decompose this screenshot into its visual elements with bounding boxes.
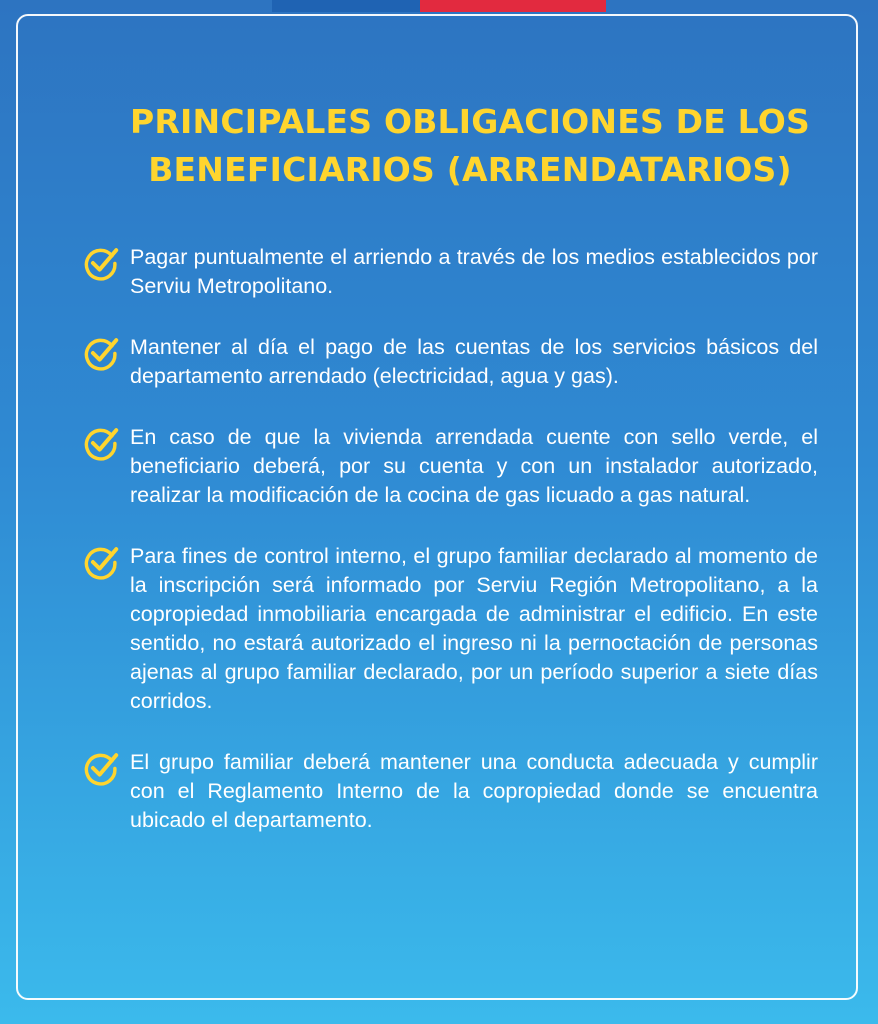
check-circle-icon xyxy=(82,543,120,581)
top-stripe-red xyxy=(420,0,606,12)
list-item-text: El grupo familiar deberá mantener una conducta adecuada y cumplir con el Reglamento Interno de la copropiedad donde se encuentra ubicado el departamento. xyxy=(130,750,818,832)
list-item-text: Pagar puntualmente el arriendo a través de los medios establecidos por Serviu Metropolitano. xyxy=(130,245,818,298)
check-circle-icon xyxy=(82,334,120,372)
list-item xyxy=(82,748,818,835)
list-item xyxy=(82,423,818,510)
list-item-text: Para fines de control interno, el grupo familiar declarado al momento de la inscripción será informado por Serviu Región Metropolitano, a la copropiedad inmobiliaria encargada de administrar el edificio. En este sentido, no estará autorizado el ingreso ni la pernoctación de personas ajenas al grupo familiar declarado, por un período superior a siete días corridos. xyxy=(130,544,818,713)
top-stripe-blue xyxy=(272,0,420,12)
page-title-line-1: PRINCIPALES OBLIGACIONES DE LOS xyxy=(130,102,810,141)
obligations-list xyxy=(82,243,818,867)
list-item-text: Mantener al día el pago de las cuentas de los servicios básicos del departamento arrendado (electricidad, agua y gas). xyxy=(130,335,818,388)
check-circle-icon xyxy=(82,424,120,462)
top-stripes xyxy=(0,0,878,12)
check-circle-icon xyxy=(82,749,120,787)
page-title xyxy=(100,98,840,194)
list-item xyxy=(82,333,818,391)
page-title-line-2: BENEFICIARIOS (ARRENDATARIOS) xyxy=(148,150,792,189)
check-circle-icon xyxy=(82,244,120,282)
list-item xyxy=(82,542,818,716)
list-item xyxy=(82,243,818,301)
list-item-text: En caso de que la vivienda arrendada cuente con sello verde, el beneficiario deberá, por su cuenta y con un instalador autorizado, realizar la modificación de la cocina de gas licuado a gas natural. xyxy=(130,425,818,507)
